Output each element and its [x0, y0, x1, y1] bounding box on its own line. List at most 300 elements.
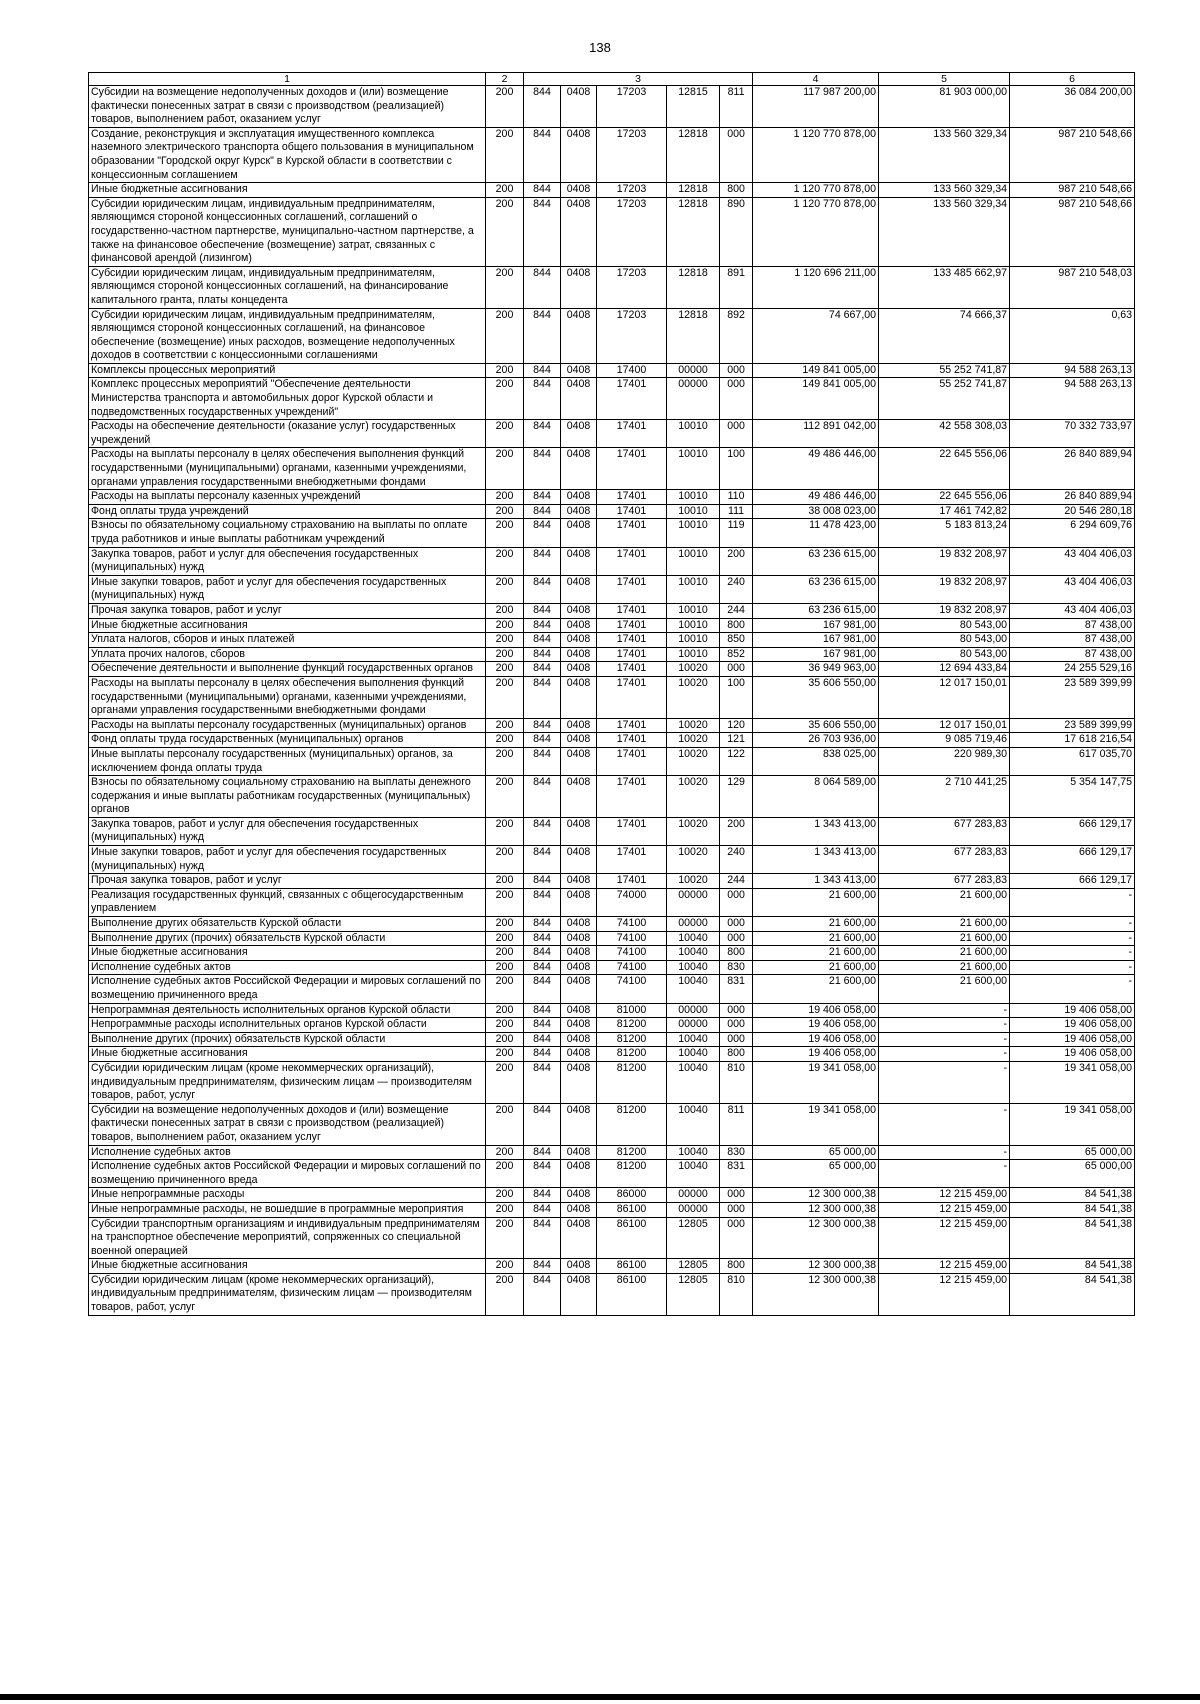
item-code-gr: 844 [524, 308, 561, 363]
item-code-type: 891 [720, 266, 753, 308]
amount-col-5: - [879, 1160, 1010, 1188]
amount-col-6: 20 546 280,18 [1010, 504, 1135, 519]
item-code-program: 17203 [597, 127, 667, 182]
item-name: Иные закупки товаров, работ и услуг для обеспечения государственных (муниципальных) нужд [89, 575, 486, 603]
item-code-section: 0408 [561, 183, 597, 198]
table-row [89, 86, 1135, 128]
item-name: Взносы по обязательному социальному страхованию на выплаты денежного содержания и иные выплаты работникам государственных (муниципальных) органов [89, 776, 486, 818]
item-code-gr: 844 [524, 776, 561, 818]
amount-col-6: 26 840 889,94 [1010, 448, 1135, 490]
amount-col-5: 12 694 433,84 [879, 662, 1010, 677]
item-name: Иные бюджетные ассигнования [89, 946, 486, 961]
item-code-gr: 844 [524, 733, 561, 748]
item-code-program: 17401 [597, 575, 667, 603]
item-code-gr: 844 [524, 1047, 561, 1062]
item-code-type: 810 [720, 1273, 753, 1315]
amount-col-6: 84 541,38 [1010, 1259, 1135, 1274]
table-row [89, 504, 1135, 519]
item-code-section: 0408 [561, 575, 597, 603]
amount-col-5: 80 543,00 [879, 647, 1010, 662]
item-code-2: 200 [486, 420, 524, 448]
item-code-type: 240 [720, 846, 753, 874]
item-name: Выполнение других (прочих) обязательств Курской области [89, 931, 486, 946]
item-code-program: 17401 [597, 776, 667, 818]
amount-col-5: 22 645 556,06 [879, 490, 1010, 505]
amount-col-6: 666 129,17 [1010, 817, 1135, 845]
item-code-type: 200 [720, 547, 753, 575]
item-code-program: 17401 [597, 519, 667, 547]
amount-col-5: 21 600,00 [879, 975, 1010, 1003]
item-name: Иные закупки товаров, работ и услуг для обеспечения государственных (муниципальных) нужд [89, 846, 486, 874]
amount-col-4: 21 600,00 [753, 931, 879, 946]
item-code-type: 830 [720, 960, 753, 975]
table-body [89, 86, 1135, 1316]
table-row [89, 817, 1135, 845]
item-code-gr: 844 [524, 960, 561, 975]
table-row [89, 1217, 1135, 1259]
table-row [89, 633, 1135, 648]
item-code-direction: 10040 [667, 960, 720, 975]
table-row [89, 960, 1135, 975]
table-row [89, 1188, 1135, 1203]
item-code-program: 17203 [597, 308, 667, 363]
amount-col-5: 19 832 208,97 [879, 575, 1010, 603]
amount-col-4: 112 891 042,00 [753, 420, 879, 448]
table-row [89, 975, 1135, 1003]
table-row [89, 183, 1135, 198]
amount-col-4: 1 120 770 878,00 [753, 183, 879, 198]
item-code-type: 200 [720, 817, 753, 845]
item-code-2: 200 [486, 618, 524, 633]
item-code-2: 200 [486, 718, 524, 733]
amount-col-4: 838 025,00 [753, 747, 879, 775]
item-code-program: 17401 [597, 874, 667, 889]
amount-col-6: 19 406 058,00 [1010, 1032, 1135, 1047]
item-code-program: 86000 [597, 1188, 667, 1203]
table-row [89, 846, 1135, 874]
item-code-section: 0408 [561, 127, 597, 182]
item-code-2: 200 [486, 733, 524, 748]
amount-col-5: 12 215 459,00 [879, 1188, 1010, 1203]
item-code-2: 200 [486, 1018, 524, 1033]
item-name: Расходы на выплаты персоналу в целях обеспечения выполнения функций государственными (муниципальными) органами, казенными учреждениями, органами управления государственными внебюджетными фондами [89, 448, 486, 490]
item-code-gr: 844 [524, 1259, 561, 1274]
amount-col-4: 167 981,00 [753, 618, 879, 633]
item-code-gr: 844 [524, 1145, 561, 1160]
item-code-section: 0408 [561, 1217, 597, 1259]
table-row [89, 378, 1135, 420]
item-code-program: 17401 [597, 490, 667, 505]
item-code-section: 0408 [561, 1061, 597, 1103]
table-row [89, 747, 1135, 775]
table-row [89, 448, 1135, 490]
item-code-section: 0408 [561, 888, 597, 916]
item-name: Исполнение судебных актов Российской Федерации и мировых соглашений по возмещению причиненного вреда [89, 975, 486, 1003]
item-code-section: 0408 [561, 1145, 597, 1160]
item-name: Фонд оплаты труда учреждений [89, 504, 486, 519]
item-code-type: 892 [720, 308, 753, 363]
item-code-direction: 10010 [667, 633, 720, 648]
item-code-gr: 844 [524, 519, 561, 547]
amount-col-5: 2 710 441,25 [879, 776, 1010, 818]
item-code-direction: 10020 [667, 676, 720, 718]
item-code-gr: 844 [524, 647, 561, 662]
amount-col-6: - [1010, 931, 1135, 946]
item-code-type: 831 [720, 975, 753, 1003]
amount-col-6: 19 406 058,00 [1010, 1018, 1135, 1033]
item-code-gr: 844 [524, 874, 561, 889]
item-code-2: 200 [486, 874, 524, 889]
table-row [89, 946, 1135, 961]
amount-col-6: 65 000,00 [1010, 1145, 1135, 1160]
item-name: Фонд оплаты труда государственных (муниципальных) органов [89, 733, 486, 748]
table-row [89, 776, 1135, 818]
item-code-direction: 10010 [667, 618, 720, 633]
amount-col-5: 12 215 459,00 [879, 1273, 1010, 1315]
item-code-gr: 844 [524, 86, 561, 128]
item-code-2: 200 [486, 917, 524, 932]
table-row [89, 266, 1135, 308]
amount-col-5: 5 183 813,24 [879, 519, 1010, 547]
item-code-gr: 844 [524, 975, 561, 1003]
item-code-type: 000 [720, 1217, 753, 1259]
item-code-direction: 12805 [667, 1217, 720, 1259]
amount-col-6: 17 618 216,54 [1010, 733, 1135, 748]
item-code-section: 0408 [561, 1018, 597, 1033]
item-code-direction: 12818 [667, 127, 720, 182]
item-code-gr: 844 [524, 504, 561, 519]
item-code-program: 17203 [597, 86, 667, 128]
amount-col-6: 87 438,00 [1010, 647, 1135, 662]
amount-col-4: 1 343 413,00 [753, 846, 879, 874]
item-code-program: 74100 [597, 960, 667, 975]
item-code-direction: 10040 [667, 1160, 720, 1188]
amount-col-5: - [879, 1003, 1010, 1018]
item-name: Обеспечение деятельности и выполнение функций государственных органов [89, 662, 486, 677]
item-code-direction: 12818 [667, 197, 720, 266]
amount-col-4: 38 008 023,00 [753, 504, 879, 519]
item-code-2: 200 [486, 1032, 524, 1047]
amount-col-4: 8 064 589,00 [753, 776, 879, 818]
item-code-program: 17401 [597, 448, 667, 490]
amount-col-4: 63 236 615,00 [753, 547, 879, 575]
item-code-direction: 00000 [667, 1188, 720, 1203]
item-code-gr: 844 [524, 1273, 561, 1315]
amount-col-5: 80 543,00 [879, 633, 1010, 648]
amount-col-4: 21 600,00 [753, 960, 879, 975]
table-row [89, 662, 1135, 677]
table-row [89, 718, 1135, 733]
item-code-program: 74100 [597, 946, 667, 961]
item-name: Непрограммная деятельность исполнительных органов Курской области [89, 1003, 486, 1018]
item-code-direction: 10040 [667, 946, 720, 961]
item-code-type: 000 [720, 420, 753, 448]
amount-col-4: 21 600,00 [753, 946, 879, 961]
table-row [89, 917, 1135, 932]
amount-col-4: 149 841 005,00 [753, 363, 879, 378]
item-code-type: 244 [720, 874, 753, 889]
item-code-section: 0408 [561, 1259, 597, 1274]
amount-col-6: 84 541,38 [1010, 1202, 1135, 1217]
item-code-gr: 844 [524, 603, 561, 618]
item-code-section: 0408 [561, 1160, 597, 1188]
item-code-program: 81200 [597, 1160, 667, 1188]
table-row [89, 1202, 1135, 1217]
item-code-gr: 844 [524, 1018, 561, 1033]
item-code-program: 81200 [597, 1018, 667, 1033]
item-name: Взносы по обязательному социальному страхованию на выплаты по оплате труда работников и иные выплаты работникам учреждений [89, 519, 486, 547]
table-row [89, 197, 1135, 266]
amount-col-4: 65 000,00 [753, 1145, 879, 1160]
amount-col-4: 12 300 000,38 [753, 1259, 879, 1274]
item-code-type: 000 [720, 378, 753, 420]
item-name: Реализация государственных функций, связанных с общегосударственным управлением [89, 888, 486, 916]
item-code-program: 17401 [597, 662, 667, 677]
amount-col-5: 19 832 208,97 [879, 547, 1010, 575]
item-code-section: 0408 [561, 603, 597, 618]
item-code-gr: 844 [524, 183, 561, 198]
item-code-2: 200 [486, 1273, 524, 1315]
item-code-2: 200 [486, 776, 524, 818]
item-code-gr: 844 [524, 197, 561, 266]
item-code-program: 17401 [597, 647, 667, 662]
item-name: Выполнение других (прочих) обязательств Курской области [89, 1032, 486, 1047]
item-code-2: 200 [486, 1217, 524, 1259]
item-code-2: 200 [486, 747, 524, 775]
amount-col-5: 19 832 208,97 [879, 603, 1010, 618]
item-code-direction: 00000 [667, 917, 720, 932]
item-code-program: 81200 [597, 1061, 667, 1103]
item-name: Субсидии на возмещение недополученных доходов и (или) возмещение фактически понесенных затрат в связи с производством (реализацией) товаров, выполнением работ, оказанием услуг [89, 1103, 486, 1145]
item-code-direction: 10040 [667, 1061, 720, 1103]
item-code-program: 17401 [597, 817, 667, 845]
item-code-section: 0408 [561, 448, 597, 490]
item-code-gr: 844 [524, 1160, 561, 1188]
table-row [89, 519, 1135, 547]
amount-col-5: 21 600,00 [879, 888, 1010, 916]
item-code-type: 121 [720, 733, 753, 748]
table-row [89, 1018, 1135, 1033]
item-name: Закупка товаров, работ и услуг для обеспечения государственных (муниципальных) нужд [89, 817, 486, 845]
table-row [89, 603, 1135, 618]
amount-col-4: 11 478 423,00 [753, 519, 879, 547]
table-row [89, 363, 1135, 378]
amount-col-6: - [1010, 946, 1135, 961]
item-code-section: 0408 [561, 946, 597, 961]
item-code-2: 200 [486, 575, 524, 603]
amount-col-4: 26 703 936,00 [753, 733, 879, 748]
item-code-program: 86100 [597, 1259, 667, 1274]
amount-col-6: 24 255 529,16 [1010, 662, 1135, 677]
item-code-section: 0408 [561, 86, 597, 128]
item-code-direction: 00000 [667, 1003, 720, 1018]
amount-col-4: 1 120 696 211,00 [753, 266, 879, 308]
item-code-type: 100 [720, 676, 753, 718]
amount-col-6: 19 341 058,00 [1010, 1061, 1135, 1103]
item-code-type: 850 [720, 633, 753, 648]
item-code-section: 0408 [561, 733, 597, 748]
table-row [89, 618, 1135, 633]
item-code-2: 200 [486, 676, 524, 718]
amount-col-4: 167 981,00 [753, 633, 879, 648]
item-code-2: 200 [486, 448, 524, 490]
table-row [89, 575, 1135, 603]
item-code-program: 81200 [597, 1145, 667, 1160]
table-row [89, 127, 1135, 182]
amount-col-5: 81 903 000,00 [879, 86, 1010, 128]
table-row [89, 1145, 1135, 1160]
amount-col-4: 12 300 000,38 [753, 1188, 879, 1203]
amount-col-6: 23 589 399,99 [1010, 676, 1135, 718]
item-code-direction: 00000 [667, 1018, 720, 1033]
item-name: Субсидии юридическим лицам (кроме некоммерческих организаций), индивидуальным предпринимателям, физическим лицам — производителям товаров, работ, услуг [89, 1061, 486, 1103]
amount-col-4: 35 606 550,00 [753, 676, 879, 718]
amount-col-4: 117 987 200,00 [753, 86, 879, 128]
item-code-2: 200 [486, 888, 524, 916]
item-name: Комплексы процессных мероприятий [89, 363, 486, 378]
amount-col-5: 21 600,00 [879, 931, 1010, 946]
item-code-direction: 10010 [667, 504, 720, 519]
item-code-gr: 844 [524, 420, 561, 448]
amount-col-5: - [879, 1103, 1010, 1145]
item-code-2: 200 [486, 1188, 524, 1203]
amount-col-4: 63 236 615,00 [753, 575, 879, 603]
amount-col-6: 666 129,17 [1010, 846, 1135, 874]
item-code-gr: 844 [524, 547, 561, 575]
item-code-type: 831 [720, 1160, 753, 1188]
item-code-direction: 10010 [667, 603, 720, 618]
item-code-gr: 844 [524, 931, 561, 946]
item-code-2: 200 [486, 86, 524, 128]
item-code-gr: 844 [524, 888, 561, 916]
item-code-section: 0408 [561, 647, 597, 662]
amount-col-4: 1 120 770 878,00 [753, 197, 879, 266]
item-name: Исполнение судебных актов [89, 960, 486, 975]
item-code-program: 74100 [597, 975, 667, 1003]
item-code-type: 800 [720, 183, 753, 198]
amount-col-4: 1 120 770 878,00 [753, 127, 879, 182]
item-code-2: 200 [486, 603, 524, 618]
item-code-type: 244 [720, 603, 753, 618]
amount-col-4: 19 406 058,00 [753, 1032, 879, 1047]
item-code-2: 200 [486, 127, 524, 182]
amount-col-6: 84 541,38 [1010, 1188, 1135, 1203]
table-row [89, 547, 1135, 575]
header-col-1: 1 [89, 73, 486, 86]
item-code-type: 800 [720, 1259, 753, 1274]
item-code-section: 0408 [561, 1047, 597, 1062]
amount-col-5: 17 461 742,82 [879, 504, 1010, 519]
item-code-direction: 00000 [667, 888, 720, 916]
item-code-2: 200 [486, 1160, 524, 1188]
item-code-program: 17401 [597, 633, 667, 648]
amount-col-5: 677 283,83 [879, 846, 1010, 874]
item-code-type: 000 [720, 363, 753, 378]
item-code-program: 17401 [597, 504, 667, 519]
amount-col-6: 43 404 406,03 [1010, 575, 1135, 603]
item-code-2: 200 [486, 1103, 524, 1145]
item-code-gr: 844 [524, 1032, 561, 1047]
item-code-type: 100 [720, 448, 753, 490]
item-code-direction: 10010 [667, 490, 720, 505]
item-code-type: 811 [720, 1103, 753, 1145]
item-name: Непрограммные расходы исполнительных органов Курской области [89, 1018, 486, 1033]
item-code-2: 200 [486, 1061, 524, 1103]
amount-col-5: 55 252 741,87 [879, 363, 1010, 378]
item-code-2: 200 [486, 960, 524, 975]
item-code-gr: 844 [524, 127, 561, 182]
item-code-section: 0408 [561, 490, 597, 505]
item-code-program: 74100 [597, 931, 667, 946]
item-code-gr: 844 [524, 946, 561, 961]
scan-bottom-edge [0, 1694, 1200, 1700]
item-name: Иные непрограммные расходы [89, 1188, 486, 1203]
amount-col-4: 19 406 058,00 [753, 1018, 879, 1033]
amount-col-6: 84 541,38 [1010, 1217, 1135, 1259]
item-code-2: 200 [486, 266, 524, 308]
item-code-program: 81200 [597, 1032, 667, 1047]
amount-col-5: 12 017 150,01 [879, 718, 1010, 733]
item-code-gr: 844 [524, 490, 561, 505]
amount-col-4: 74 667,00 [753, 308, 879, 363]
item-code-section: 0408 [561, 1103, 597, 1145]
item-code-section: 0408 [561, 1202, 597, 1217]
amount-col-4: 19 406 058,00 [753, 1003, 879, 1018]
item-code-type: 120 [720, 718, 753, 733]
item-code-2: 200 [486, 931, 524, 946]
item-code-type: 111 [720, 504, 753, 519]
amount-col-5: 42 558 308,03 [879, 420, 1010, 448]
amount-col-5: 133 560 329,34 [879, 197, 1010, 266]
amount-col-4: 12 300 000,38 [753, 1273, 879, 1315]
amount-col-6: 84 541,38 [1010, 1273, 1135, 1315]
item-code-program: 17401 [597, 718, 667, 733]
amount-col-5: - [879, 1047, 1010, 1062]
item-code-gr: 844 [524, 363, 561, 378]
item-code-2: 200 [486, 846, 524, 874]
item-code-section: 0408 [561, 975, 597, 1003]
item-code-gr: 844 [524, 846, 561, 874]
amount-col-5: 21 600,00 [879, 946, 1010, 961]
amount-col-5: 21 600,00 [879, 960, 1010, 975]
budget-table [88, 72, 1135, 1316]
item-code-gr: 844 [524, 1188, 561, 1203]
item-code-section: 0408 [561, 1273, 597, 1315]
item-name: Исполнение судебных актов [89, 1145, 486, 1160]
table-row [89, 1003, 1135, 1018]
header-col-4: 4 [753, 73, 879, 86]
item-code-gr: 844 [524, 266, 561, 308]
item-code-program: 86100 [597, 1217, 667, 1259]
amount-col-5: 12 017 150,01 [879, 676, 1010, 718]
header-col-3: 3 [524, 73, 753, 86]
item-code-program: 17401 [597, 547, 667, 575]
item-code-section: 0408 [561, 931, 597, 946]
item-code-direction: 00000 [667, 1202, 720, 1217]
item-code-2: 200 [486, 547, 524, 575]
table-row [89, 420, 1135, 448]
amount-col-5: - [879, 1018, 1010, 1033]
item-code-gr: 844 [524, 575, 561, 603]
item-code-section: 0408 [561, 420, 597, 448]
amount-col-5: 80 543,00 [879, 618, 1010, 633]
item-code-2: 200 [486, 975, 524, 1003]
amount-col-5: - [879, 1145, 1010, 1160]
amount-col-6: 19 341 058,00 [1010, 1103, 1135, 1145]
item-code-direction: 12818 [667, 266, 720, 308]
amount-col-4: 21 600,00 [753, 975, 879, 1003]
amount-col-6: 87 438,00 [1010, 633, 1135, 648]
